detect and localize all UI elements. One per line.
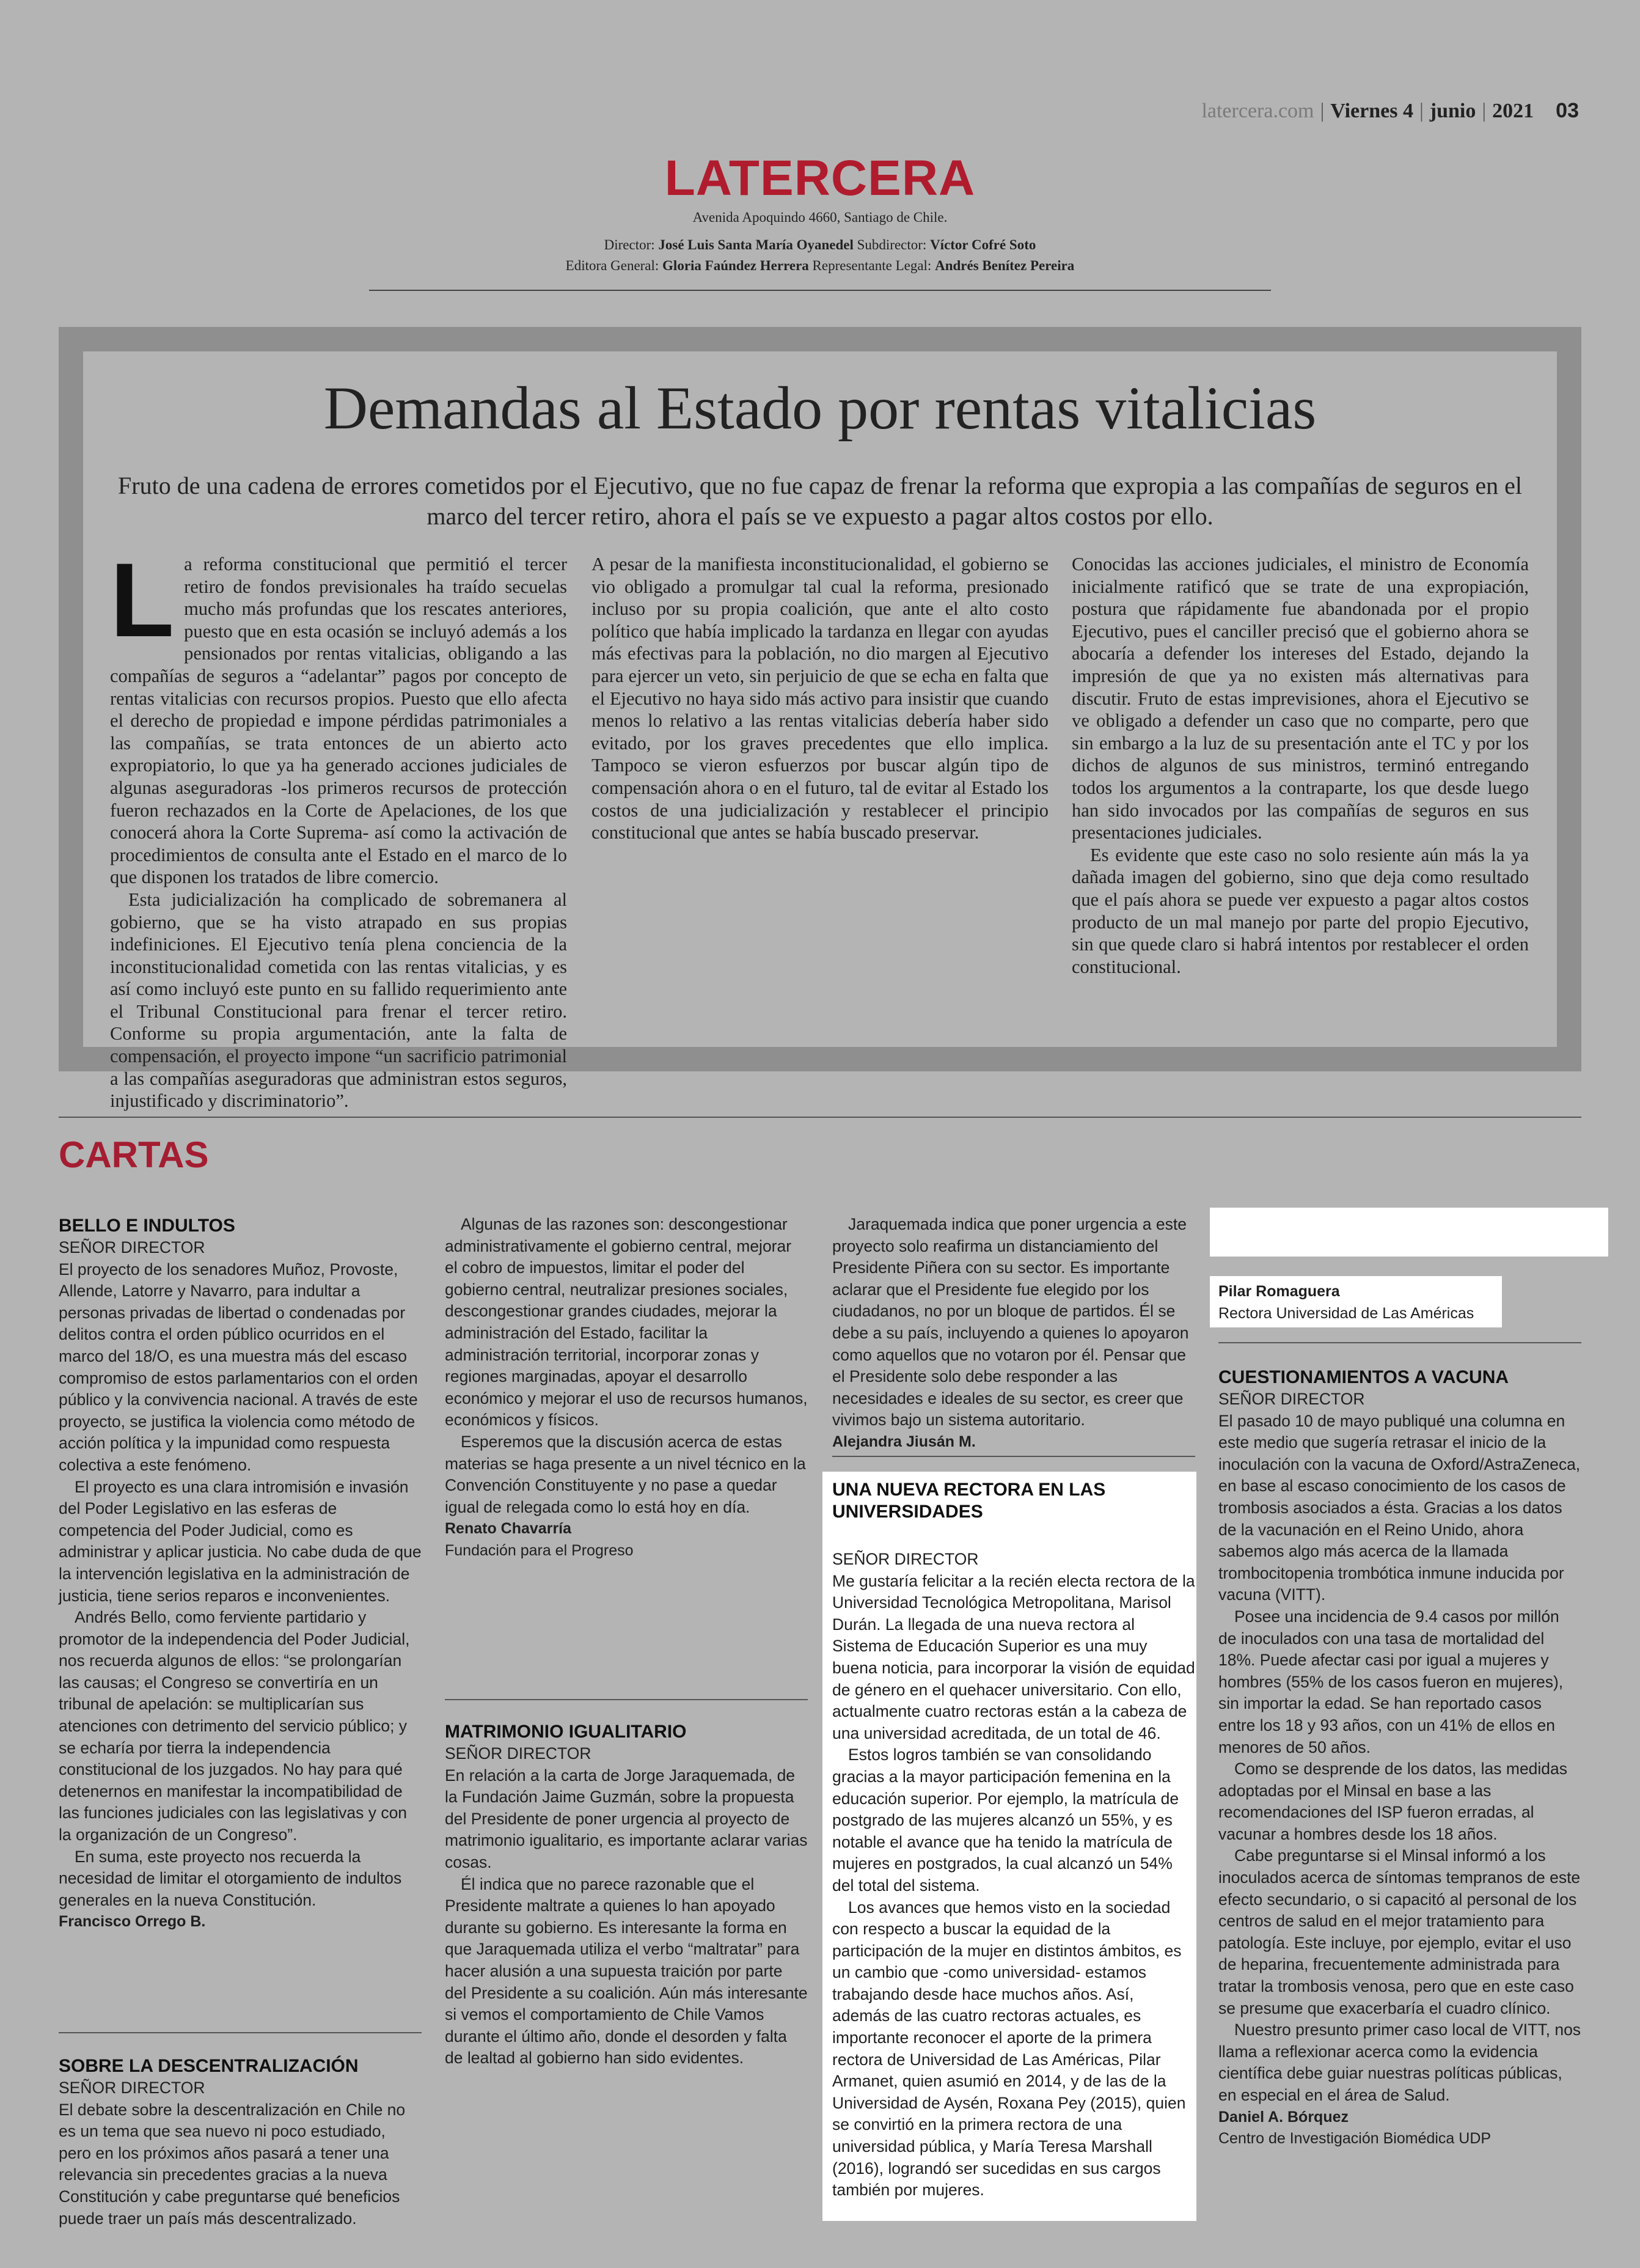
letter-affiliation: Rectora Universidad de Las Américas <box>1218 1304 1474 1322</box>
staff-line-1: Director: José Luis Santa María Oyanedel Subdirector: Víctor Cofré Soto <box>604 237 1036 252</box>
cartas-column-4: CUESTIONAMIENTOS A VACUNA SEÑOR DIRECTOR El pasado 10 de mayo publiqué una columna en este medio que sugería retrasar el inicio de la inoculación con la vacuna de Oxford/AstraZeneca, en base al escaso conocimiento de los casos de trombosis asociados a ésta. Gracias a los datos de la vacunación en el Reino Unido, ahora sabemos algo más acerca de la llamada trombocitopenia trombótica inmune inducida por vacuna (VITT). Posee una incidencia de 9.4 casos por millón de inoculados con una tasa de mortalidad del 18%. Puede afectar casi por igual a mujeres y hombres (55% de los casos fueron en mujeres), sin importar la edad. Se han reportado casos entre los 18 y 93 años, con un 41% de ellos en menores de 50 años. Como se desprende de los datos, las medidas adoptadas por el Minsal en base a las recomendaciones del ISP fueron erradas, al vacunar a hombres desde los 18 años. Cabe preguntarse si el Minsal informó a los inoculados acerca de síntomas tempranos de este efecto secundario, o si capacitó al personal de los centros de salud en el mejor tratamiento para patología. Este incluye, por ejemplo, evitar el uso de heparina, frecuentemente administrada para tratar la trombosis venosa, pero que en este caso se presume que exacerbaría el cuadro clínico. Nuestro presunto primer caso local de VITT, nos llama a reflexionar acerca como la evidencia científica debe guiar nuestras políticas públicas, en especial en el área de Salud. Daniel A. Bórquez Centro de Investigación Biomédica UDP <box>1218 1367 1581 2150</box>
cartas-column-1: BELLO E INDULTOS SEÑOR DIRECTOR El proyecto de los senadores Muñoz, Provoste, Allende, Latorre y Navarro, para indultar a personas privadas de libertad o condenadas por delitos contra el orden público ocurridos en el marco del 18/O, es una muestra más del escaso compromiso de estos parlamentarios con el orden público y la convivencia nacional. A través de este proyecto, se justifica la violencia como método de acción política y la impunidad como respuesta colectiva a este fenómeno. El proyecto es una clara intromisión e invasión del Poder Legislativo en las esferas de competencia del Poder Judicial, como es administrar y aplicar justicia. No cabe duda de que la intervención legislativa en la administración de justicia, tiene serios reparos e inconvenientes. Andrés Bello, como ferviente partidario y promotor de la independencia del Poder Judicial, nos recuerda algunos de ellos: “se prolongarían las causas; el Congreso se convertiría en un tribunal de apelación: se multiplicarían sus atenciones con detrimento del servicio público; y se echaría por tierra la independencia constitucional de los juzgados. No hay para qué detenernos en manifestar la incompatibilidad de las funciones judiciales con las legislativas y con la organización de un Congreso”. En suma, este proyecto nos recuerda la necesidad de limitar el otorgamiento de indultos generales en la nueva Constitución. Francisco Orrego B. <box>59 1215 422 1933</box>
editora-name: Gloria Faúndez Herrera <box>662 258 809 273</box>
cartas-column-4-top <box>1218 1281 1581 1324</box>
letter-affiliation: Fundación para el Progreso <box>445 1541 634 1559</box>
section-rule <box>59 1117 1581 1118</box>
newspaper-logo: LATERCERA <box>664 150 976 206</box>
salutation: SEÑOR DIRECTOR <box>445 1744 591 1763</box>
cartas-section-title: CARTAS <box>59 1134 209 1175</box>
drop-cap: L <box>110 541 175 659</box>
letter-heading: SOBRE LA DESCENTRALIZACIÓN <box>59 2056 359 2076</box>
letter-heading: BELLO E INDULTOS <box>59 1216 235 1236</box>
letter-signature: Alejandra Jiusán M. <box>832 1433 976 1450</box>
letter-signature: Renato Chavarría <box>445 1520 572 1538</box>
address: Avenida Apoquindo 4660, Santiago de Chile. <box>692 210 948 225</box>
letter-heading: CUESTIONAMIENTOS A VACUNA <box>1218 1367 1509 1387</box>
salutation: SEÑOR DIRECTOR <box>1218 1390 1365 1408</box>
letter-signature: Pilar Romaguera <box>1218 1283 1340 1300</box>
cartas-column-2: Algunas de las razones son: descongestionar administrativamente el gobierno central, mejorar el cobro de impuestos, limitar el poder del gobierno central, neutralizar presiones sociales, descongestionar grandes ciudades, mejorar la administración del Estado, facilitar la administración territorial, incorporar zonas y regiones marginadas, apoyar el desarrollo económico y mejorar el uso de recursos humanos, económicos y físicos. Esperemos que la discusión acerca de estas materias se haga presente a un nivel técnico en la Convención Constituyente y no pase a quedar igual de relegada como lo está hoy en día. Renato Chavarría Fundación para el Progreso <box>445 1214 808 1562</box>
cartas-column-1-bottom: SOBRE LA DESCENTRALIZACIÓN SEÑOR DIRECTOR El debate sobre la descentralización en Chile no es un tema que sea nuevo ni poco estudiado, pero en los próximos años pasará a tener una relevancia sin precedentes gracias a la nueva Constitución y cabe preguntarse qué beneficios puede traer un país más descentralizado. <box>59 2055 422 2229</box>
page-header: latercera.com | Viernes 4 | junio | 2021 03 <box>1201 99 1579 122</box>
cartas-column-3: Jaraquemada indica que poner urgencia a este proyecto solo reafirma un distanciamiento del Presidente Piñera con su sector. Es importante aclarar que el Presidente fue elegido por los ciudadanos, no por un bloque de partidos. Él se debe a su país, incluyendo a quienes lo apoyaron como aquellos que no votaron por él. Pensar que el Presidente solo debe responder a las necesidades e ideales de su sector, es creer que vivimos bajo un sistema autoritario. Alejandra Jiusán M. <box>832 1214 1195 1453</box>
year: 2021 <box>1492 100 1534 122</box>
letter-heading: MATRIMONIO IGUALITARIO <box>445 1722 687 1742</box>
site-name[interactable]: latercera.com <box>1201 100 1314 122</box>
letter-divider <box>832 1456 1195 1457</box>
salutation: SEÑOR DIRECTOR <box>832 1550 979 1568</box>
subdirector-name: Víctor Cofré Soto <box>930 237 1036 252</box>
masthead-rule <box>369 290 1271 291</box>
rep-name: Andrés Benítez Pereira <box>935 258 1075 273</box>
month: junio <box>1429 100 1476 122</box>
editorial-column-2: A pesar de la manifiesta inconstitucionalidad, el gobierno se vio obligado a promulgar tal cual la reforma, presionado incluso por su propia coalición, que ante el alto costo político que había implicado la tardanza en llegar con ayudas más efectivas para la población, no dio margen al Ejecutivo para ejercer un veto, sin perjuicio de que se echa en falta que el Ejecutivo no haya sido más activo para insistir que cuando menos lo relativo a las rentas vitalicias debería haber sido evitado, por los graves precedentes que ello implica. Tampoco se vieron esfuerzos por buscar algún tipo de compensación ahora o en el futuro, tal de evitar al Estado los costos de una judicialización y restablecer el principio constitucional que antes se había buscado preservar. <box>591 554 1049 843</box>
editorial-title: Demandas al Estado por rentas vitalicias <box>323 374 1317 442</box>
salutation: SEÑOR DIRECTOR <box>59 2079 205 2097</box>
letter-divider <box>445 1699 808 1700</box>
letter-signature: Francisco Orrego B. <box>59 1913 206 1931</box>
letter-divider <box>1218 1342 1581 1343</box>
letter-divider <box>59 2032 422 2033</box>
page-number: 03 <box>1556 99 1579 122</box>
highlight-box <box>1210 1208 1608 1257</box>
letter-signature: Daniel A. Bórquez <box>1218 2108 1349 2126</box>
editorial-column-3: Conocidas las acciones judiciales, el ministro de Economía inicialmente ratificó que se trate de una expropiación, postura que rápidamente fue abandonada por el propio Ejecutivo, pues el canciller precisó que el gobierno ahora se abocaría a defender los intereses del Estado, dejando la impresión de que ya no existen más alternativas para discutir. Fruto de estas imprevisiones, ahora el Ejecutivo se ve obligado a defender un caso que no comparte, pero que sin embargo a la luz de su presentación ante el TC y por los dichos de algunos de sus ministros, terminó entregando todos los argumentos a la contraparte, los que desde luego han sido invocados por las compañías de seguros en sus presentaciones judiciales. Es evidente que este caso no solo resiente aún más la ya dañada imagen del gobierno, sino que deja como resultado que el país ahora se puede ver expuesto a pagar altos costos producto de un mal manejo por parte del propio Ejecutivo, sin que quede claro si habrá intentos por restablecer el orden constitucional. <box>1072 554 1529 977</box>
letter-heading: UNA NUEVA RECTORA EN LAS UNIVERSIDADES <box>832 1480 1106 1522</box>
letter-affiliation: Centro de Investigación Biomédica UDP <box>1218 2130 1492 2148</box>
weekday: Viernes 4 <box>1330 100 1413 122</box>
salutation: SEÑOR DIRECTOR <box>59 1238 205 1257</box>
editorial-column-1: La reforma constitucional que permitió el tercer retiro de fondos previsionales ha traído secuelas mucho más profundas que los rescates anteriores, puesto que en esta ocasión se incluyó además a los pensionados por rentas vitalicias, obligando a las compañías de seguros a “adelantar” pagos por concepto de rentas vitalicias con recursos propios. Puesto que ello afecta el derecho de propiedad e impone pérdidas patrimoniales a las compañías, se trata entonces de un abierto acto expropiatorio, lo que ya ha generado acciones judiciales de algunas aseguradoras -los primeros recursos de protección fueron rechazados en la Corte de Apelaciones, de los que conocerá ahora la Corte Suprema- así como la activación de procedimientos de consulta ante el Estado en el marco de lo que disponen los tratados de libre comercio. Esta judicialización ha complicado de sobremanera al gobierno, que se ha visto atrapado en sus propias indefiniciones. El Ejecutivo tenía plena conciencia de la inconstitucionalidad cometida con las rentas vitalicias, y es así como incluyó este punto en su fallido requerimiento ante el Tribunal Constitucional para frenar el tercer retiro. Conforme su propia argumentación, ante la falta de compensación, el proyecto impone “un sacrificio patrimonial a las compañías aseguradoras que administran estos seguros, injustificado y discriminatorio”. <box>110 541 567 1112</box>
cartas-column-3-bottom: UNA NUEVA RECTORA EN LAS UNIVERSIDADES SEÑOR DIRECTOR Me gustaría felicitar a la recién electa rectora de la Universidad Tecnológica Metropolitana, Marisol Durán. La llegada de una nueva rectora al Sistema de Educación Superior es una muy buena noticia, para incorporar la visión de equidad de género en el quehacer universitario. Con ello, actualmente cuatro rectoras están a la cabeza de una universidad acreditada, de un total de 46. Estos logros también se van consolidando gracias a la mayor participación femenina en la educación superior. Por ejemplo, la matrícula de postgrado de las mujeres alcanzó un 55%, y es notable el avance que ha tenido la matrícula de mujeres en postgrados, la cual alcanzó un 54% del total del sistema. Los avances que hemos visto en la sociedad con respecto a buscar la equidad de la participación de la mujer en distintos ámbitos, es un cambio que -como universidad- estamos trabajando desde hace muchos años. Así, además de las cuatro rectoras actuales, es importante reconocer el aporte de la primera rectora de Universidad de Las Américas, Pilar Armanet, quien asumió en 2014, y de las de la Universidad de Aysén, Roxana Pey (2015), quien se convirtió en la primera rectora de una universidad pública, y María Teresa Marshall (2016), lograndó ser sucedidas en sus cargos también por mujeres. <box>832 1480 1195 2200</box>
editorial-lead: Fruto de una cadena de errores cometidos por el Ejecutivo, que no fue capaz de frenar la reforma que expropia a las compañías de seguros en el marco del tercer retiro, ahora el país se ve expuesto a pagar altos costos por ello. <box>118 472 1522 530</box>
staff-line-2: Editora General: Gloria Faúndez Herrera Representante Legal: Andrés Benítez Pereira <box>565 258 1075 273</box>
director-name: José Luis Santa María Oyanedel <box>658 237 854 252</box>
cartas-column-2-bottom: MATRIMONIO IGUALITARIO SEÑOR DIRECTOR En relación a la carta de Jorge Jaraquemada, de la Fundación Jaime Guzmán, sobre la propuesta del Presidente de poner urgencia al proyecto de matrimonio igualitario, es importante aclarar varias cosas. Él indica que no parece razonable que el Presidente maltrate a quienes lo han apoyado durante su gobierno. Es interesante la forma en que Jaraquemada utiliza el verbo “maltratar” para hacer alusión a una supuesta traición por parte del Presidente a su coalición. Aún más interesante si vemos el comportamiento de Chile Vamos durante el último año, donde el desorden y falta de lealtad al gobierno han sido evidentes. <box>445 1722 808 2068</box>
